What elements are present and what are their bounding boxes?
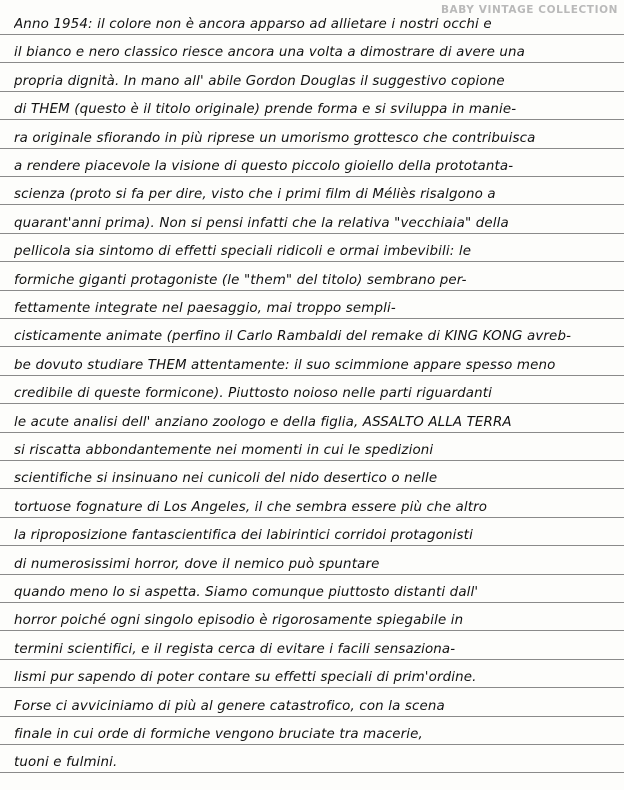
- text-line: il bianco e nero classico riesce ancora una volta a dimostrare di avere una: [14, 45, 525, 60]
- ruled-line: [0, 318, 624, 319]
- text-line: cisticamente animate (perfino il Carlo Rambaldi del remake di KING KONG avreb-: [14, 329, 572, 344]
- text-line: formiche giganti protagoniste (le "them" del titolo) sembrano per-: [14, 273, 467, 288]
- text-line: di numerosissimi horror, dove il nemico può spuntare: [14, 557, 380, 572]
- ruled-line: [0, 630, 624, 631]
- ruled-line: [0, 346, 624, 347]
- text-line: pellicola sia sintomo di effetti speciali ridicoli e ormai imbevibili: le: [14, 244, 472, 259]
- text-line: scientifiche si insinuano nei cunicoli del nido desertico o nelle: [14, 471, 438, 486]
- text-line: propria dignità. In mano all' abile Gordon Douglas il suggestivo copione: [14, 74, 505, 89]
- text-line: quando meno lo si aspetta. Siamo comunque piuttosto distanti dall': [14, 585, 479, 600]
- text-line: Anno 1954: il colore non è ancora apparso ad allietare i nostri occhi e: [14, 17, 492, 32]
- text-line: le acute analisi dell' anziano zoologo e della figlia, ASSALTO ALLA TERRA: [14, 415, 512, 430]
- ruled-line: [0, 460, 624, 461]
- ruled-line: [0, 716, 624, 717]
- ruled-line: [0, 290, 624, 291]
- ruled-line: [0, 517, 624, 518]
- ruled-line: [0, 744, 624, 745]
- text-line: horror poiché ogni singolo episodio è rigorosamente spiegabile in: [14, 613, 464, 628]
- text-line: scienza (proto si fa per dire, visto che i primi film di Méliès risalgono a: [14, 187, 496, 202]
- ruled-line: [0, 432, 624, 433]
- ruled-line: [0, 403, 624, 404]
- ruled-line: [0, 574, 624, 575]
- text-line: ra originale sfiorando in più riprese un umorismo grottesco che contribuisca: [14, 131, 536, 146]
- text-line: tuoni e fulmini.: [14, 755, 118, 770]
- text-line: di THEM (questo è il titolo originale) prende forma e si sviluppa in manie-: [14, 102, 517, 117]
- ruled-line: [0, 91, 624, 92]
- ruled-line: [0, 62, 624, 63]
- ruled-line: [0, 687, 624, 688]
- ruled-line: [0, 545, 624, 546]
- ruled-line: [0, 261, 624, 262]
- text-line: credibile di queste formicone). Piuttosto noioso nelle parti riguardanti: [14, 386, 493, 401]
- ruled-line: [0, 659, 624, 660]
- watermark: BABY VINTAGE COLLECTION: [440, 4, 618, 16]
- ruled-line: [0, 772, 624, 773]
- text-line: Forse ci avviciniamo di più al genere catastrofico, con la scena: [14, 699, 445, 714]
- text-line: a rendere piacevole la visione di questo piccolo gioiello della prototanta-: [14, 159, 514, 174]
- text-line: tortuose fognature di Los Angeles, il che sembra essere più che altro: [14, 500, 488, 515]
- ruled-line: [0, 602, 624, 603]
- text-line: quarant'anni prima). Non si pensi infatti che la relativa "vecchiaia" della: [14, 216, 509, 231]
- ruled-line: [0, 148, 624, 149]
- text-line: finale in cui orde di formiche vengono bruciate tra macerie,: [14, 727, 423, 742]
- ruled-line: [0, 204, 624, 205]
- text-line: si riscatta abbondantemente nei momenti in cui le spedizioni: [14, 443, 434, 458]
- ruled-line: [0, 176, 624, 177]
- text-line: fettamente integrate nel paesaggio, mai troppo sempli-: [14, 301, 396, 316]
- text-line: be dovuto studiare THEM attentamente: il suo scimmione appare spesso meno: [14, 358, 556, 373]
- text-line: termini scientifici, e il regista cerca di evitare i facili sensaziona-: [14, 642, 456, 657]
- ruled-line: [0, 233, 624, 234]
- ruled-line: [0, 34, 624, 35]
- ruled-line: [0, 488, 624, 489]
- text-line: lismi pur sapendo di poter contare su effetti speciali di prim'ordine.: [14, 670, 477, 685]
- ruled-line: [0, 375, 624, 376]
- text-line: la riproposizione fantascientifica dei labirintici corridoi protagonisti: [14, 528, 473, 543]
- ruled-line: [0, 119, 624, 120]
